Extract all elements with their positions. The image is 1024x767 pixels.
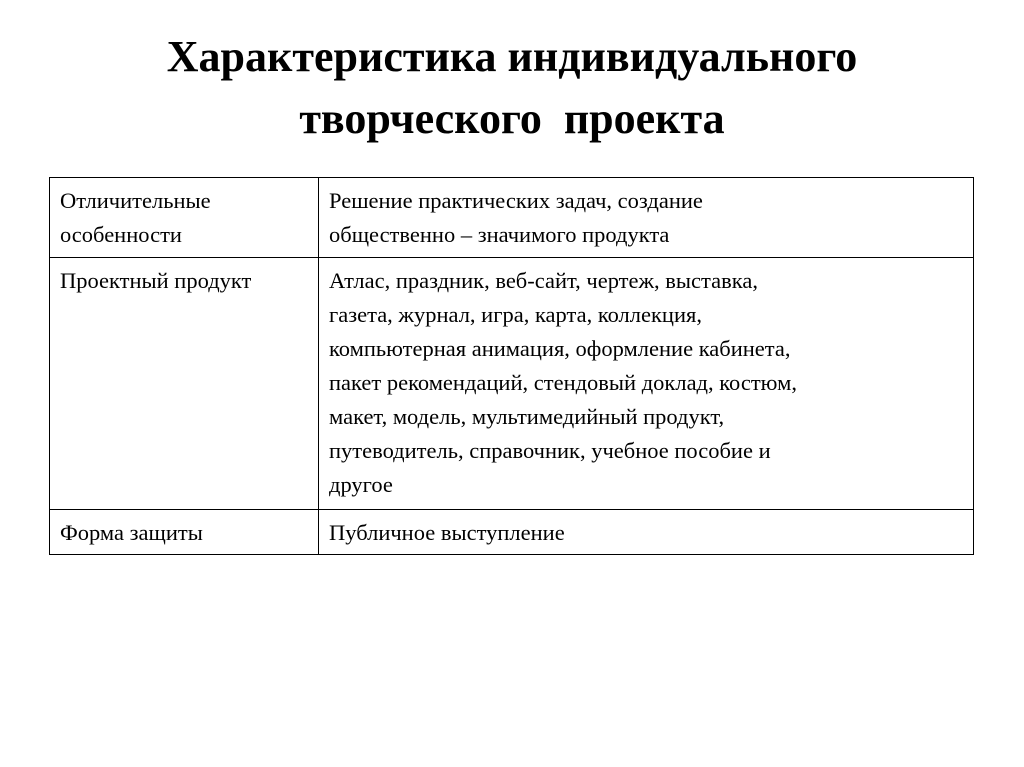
row-label-line: Форма защиты: [60, 520, 203, 545]
row-value-cell: [319, 258, 974, 510]
row-value-line: пакет рекомендаций, стендовый доклад, костюм,: [329, 370, 798, 395]
row-label-cell: [50, 510, 319, 555]
row-label-cell: [50, 258, 319, 510]
row-value-line: Решение практических задач, создание: [329, 188, 703, 213]
slide-title-line-2: творческого проекта: [299, 94, 725, 143]
characteristics-table: [49, 177, 974, 555]
slide-title: [0, 26, 1024, 150]
table-row-project-product: [50, 258, 974, 510]
row-label-cell: [50, 178, 319, 258]
row-value-line: макет, модель, мультимедийный продукт,: [329, 404, 725, 429]
row-value-line: общественно – значимого продукта: [329, 222, 670, 247]
row-label-line: особенности: [60, 222, 182, 247]
row-value-line: Атлас, праздник, веб-сайт, чертеж, выставка,: [329, 268, 758, 293]
table-row-defense-form: [50, 510, 974, 555]
row-value-line: путеводитель, справочник, учебное пособие и: [329, 438, 771, 463]
row-value-line: Публичное выступление: [329, 520, 565, 545]
row-value-line: газета, журнал, игра, карта, коллекция,: [329, 302, 702, 327]
table-row-distinctive-features: [50, 178, 974, 258]
row-value-cell: [319, 510, 974, 555]
row-label-line: Проектный продукт: [60, 268, 252, 293]
slide-title-line-1: Характеристика индивидуального: [166, 32, 858, 81]
row-value-line: другое: [329, 472, 393, 497]
row-value-cell: [319, 178, 974, 258]
row-label-line: Отличительные: [60, 188, 211, 213]
row-value-line: компьютерная анимация, оформление кабинета,: [329, 336, 791, 361]
